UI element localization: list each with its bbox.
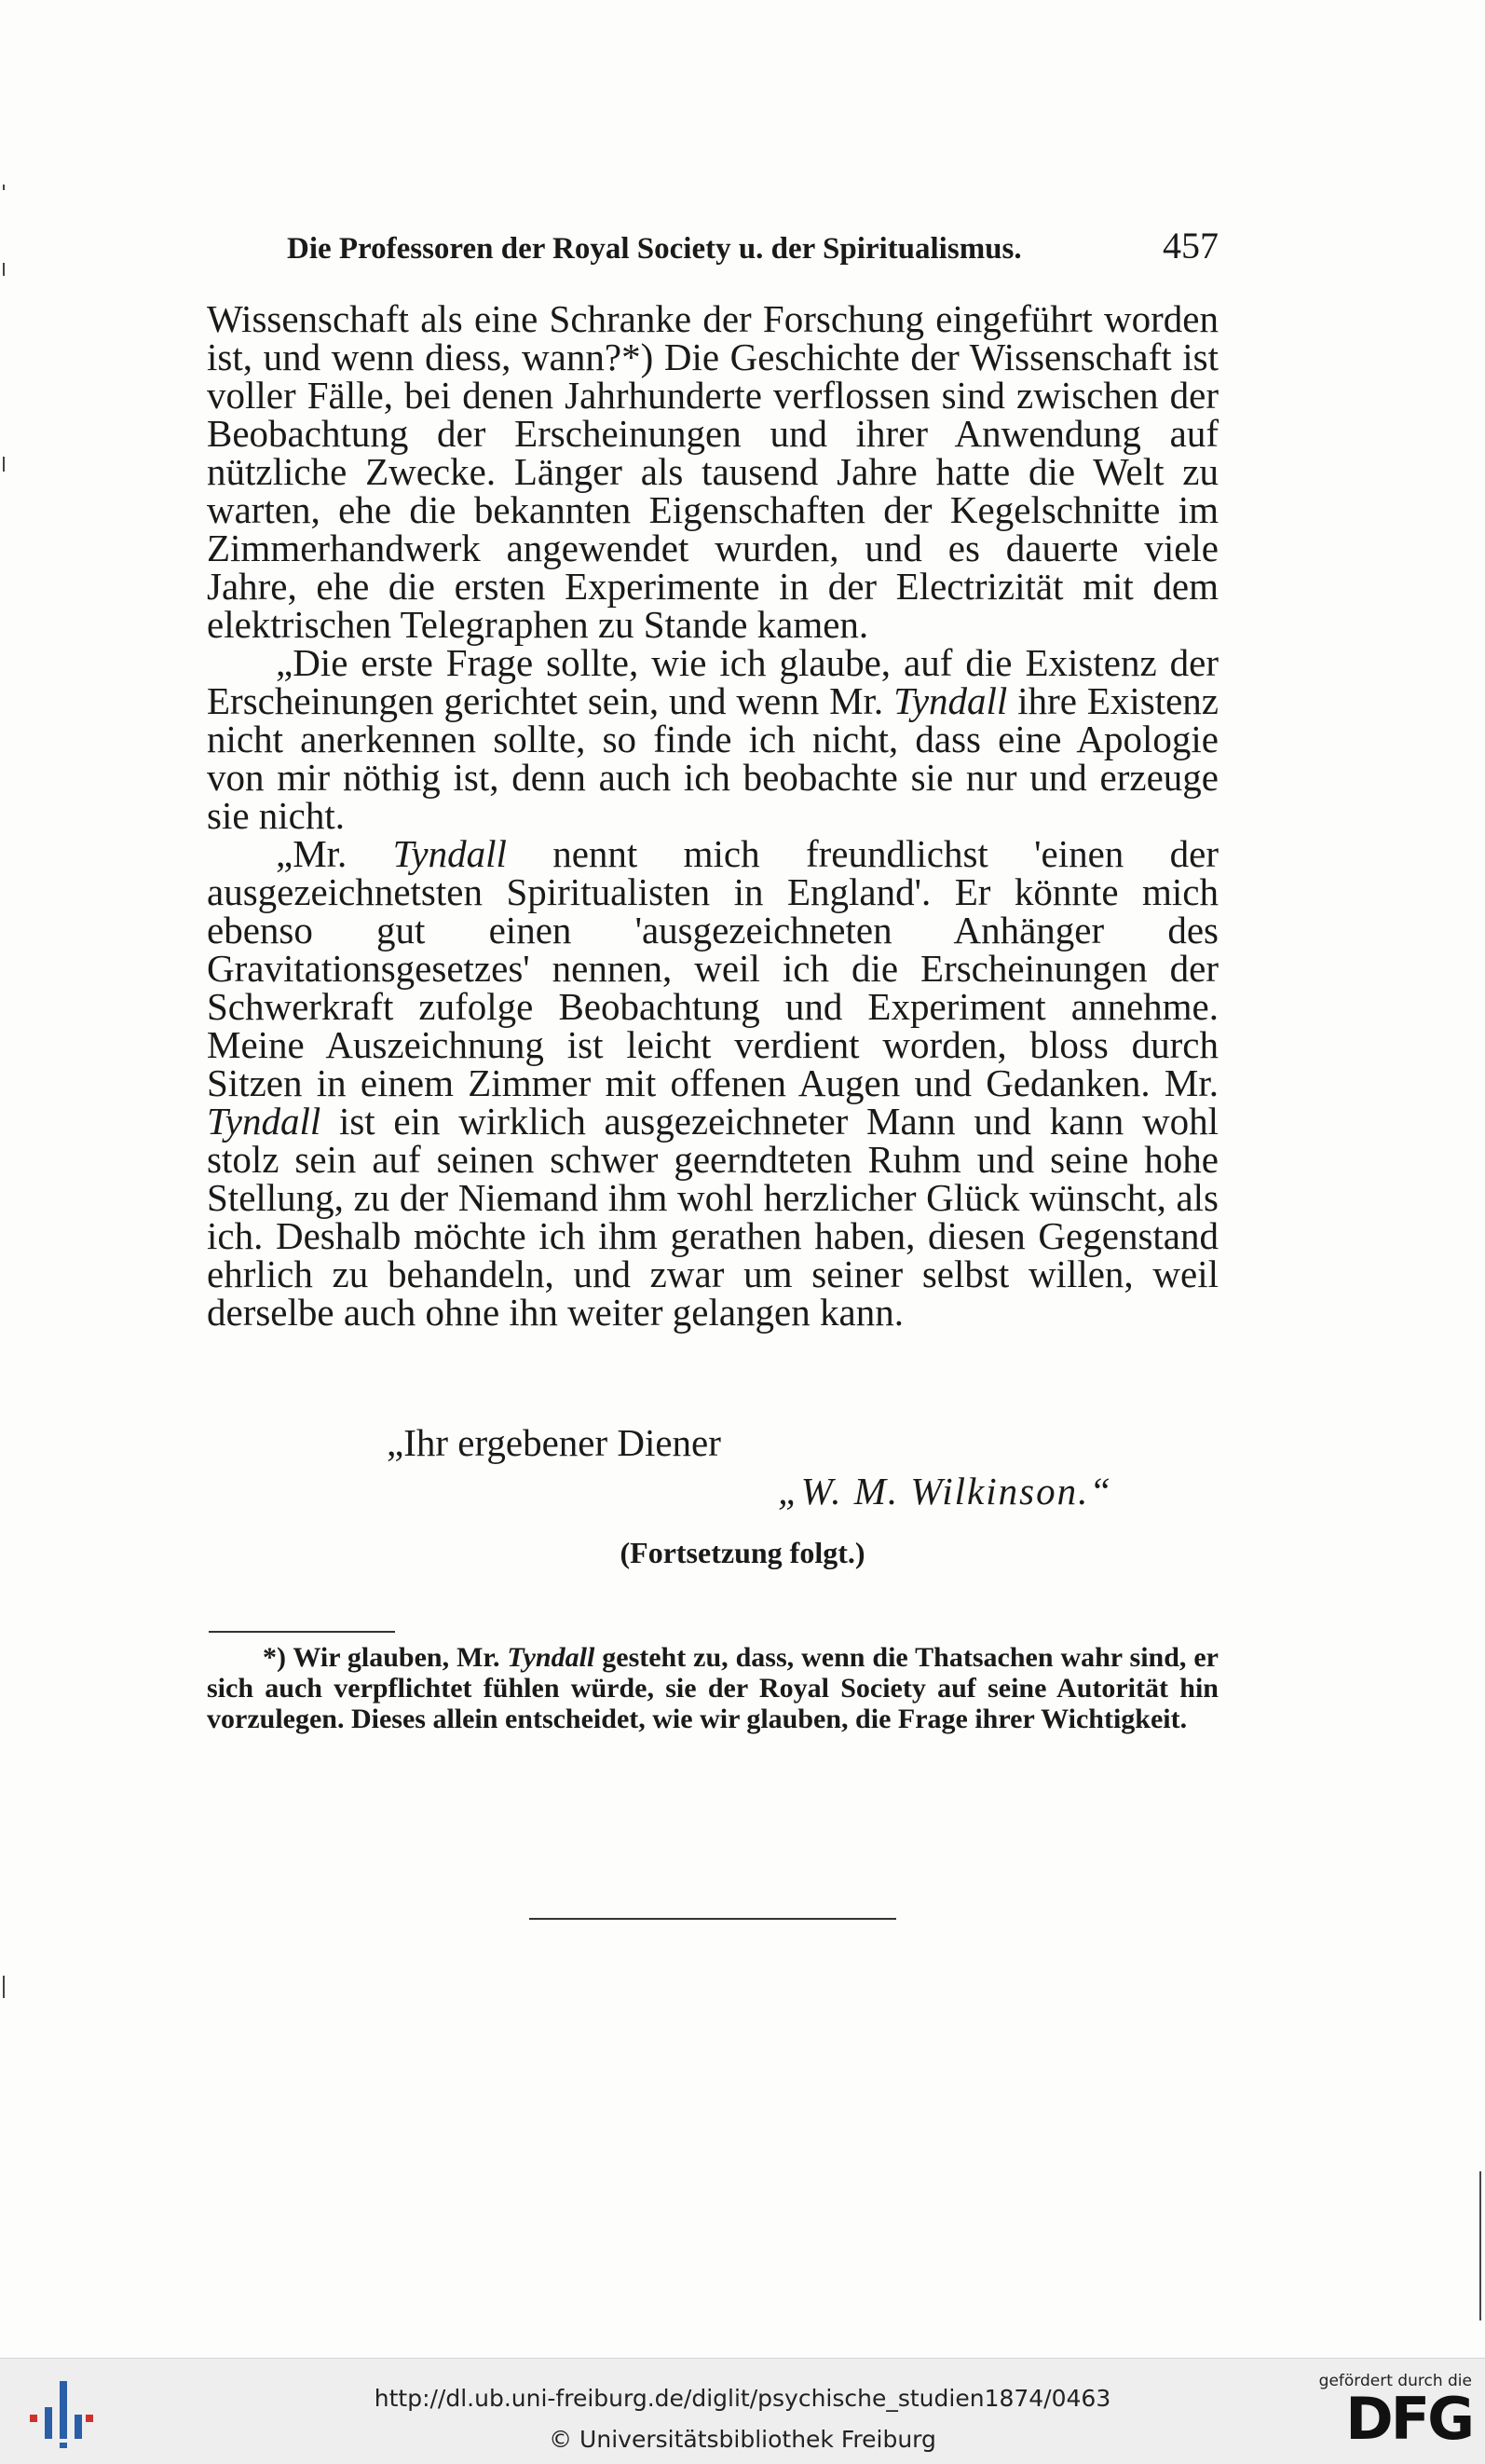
person-name: Tyndall bbox=[392, 832, 507, 875]
signature: „W. M. Wilkinson.“ bbox=[778, 1470, 1113, 1513]
footnote-rule bbox=[209, 1631, 395, 1633]
end-rule bbox=[529, 1918, 896, 1920]
body-text bbox=[207, 297, 1219, 1334]
scan-edge-mark bbox=[3, 263, 5, 276]
paragraph-3-text-b: nennt mich freundlichst 'einen der ausgezeichnetsten Spiritualisten in England'. Er könnte mich ebenso gut einen 'ausgezeichneten Anhänger des Gravitationsgesetzes' nennen, weil ich die Erscheinungen der Schwerkraft zufolge Beobachtung und Experiment annehme. Meine Auszeichnung ist leicht verdient worden, bloss durch Sitzen in einem Zimmer mit offenen Augen und Gedanken. Mr. bbox=[207, 832, 1219, 1104]
paragraph-3-text-a: „Mr. bbox=[276, 832, 393, 875]
running-head bbox=[287, 224, 1219, 267]
scan-edge-mark bbox=[3, 185, 5, 190]
viewer-footer bbox=[0, 2358, 1485, 2464]
continued-note: (Fortsetzung folgt.) bbox=[620, 1536, 865, 1569]
source-url[interactable]: http://dl.ub.uni-freiburg.de/diglit/psychische_studien1874/0463 bbox=[374, 2385, 1111, 2412]
dfg-mark: DFG bbox=[1345, 2385, 1472, 2453]
paragraph-2-text-b: ihre Existenz nicht anerkennen sollte, so finde ich nicht, dass eine Apologie von mir nöthig ist, denn auch ich beobachte sie nur und erzeuge sie nicht. bbox=[207, 679, 1219, 837]
paragraph-1: Wissenschaft als eine Schranke der Forschung eingeführt worden ist, und wenn diess, wann?*) Die Geschichte der Wissenschaft ist voller Fälle, bei denen Jahrhunderte verflossen sind zwischen der Beobachtung der Erscheinungen und ihrer Anwendung auf nützliche Zwecke. Länger als tausend Jahre hatte die Welt zu warten, ehe die bekannten Eigenschaften der Kegelschnitte im Zimmerhandwerk angewendet wurden, und es dauerte viele Jahre, ehe die ersten Experimente in der Electrizität mit dem elektrischen Telegraphen zu Stande kamen. bbox=[207, 297, 1219, 646]
footnote-text-b: gesteht zu, dass, wenn die Thatsachen wahr sind, er sich auch verpflichtet fühlen würde, sie der Royal Society auf seine Autorität hin vorzulegen. Dieses allein entscheidet, wie wir glauben, die Frage ihrer Wichtigkeit. bbox=[207, 1642, 1219, 1734]
paragraph-3-text-c: ist ein wirklich ausgezeichneter Mann und kann wohl stolz sein auf seinen schwer geerndteten Ruhm und seine hohe Stellung, zu der Niemand ihm wohl herzlicher Glück wünscht, als ich. Deshalb möchte ich ihm gerathen haben, diesen Gegenstand ehrlich zu behandeln, und zwar um seiner selbst willen, weil derselbe auch ohne ihn weiter gelangen kann. bbox=[207, 1100, 1219, 1334]
scan-edge-mark bbox=[3, 1976, 5, 1998]
dfg-logo bbox=[1304, 2372, 1472, 2457]
scan-edge-mark bbox=[1479, 2171, 1481, 2320]
copyright: © Universitätsbibliothek Freiburg bbox=[549, 2426, 936, 2453]
footnote bbox=[207, 1642, 1219, 1734]
paragraph-2 bbox=[207, 641, 1219, 837]
footnote-text-a: *) Wir glauben, Mr. bbox=[263, 1642, 508, 1673]
closing-line: „Ihr ergebener Diener bbox=[387, 1421, 721, 1464]
person-name: Tyndall bbox=[507, 1642, 595, 1673]
paragraph-2-text-a: „Die erste Frage sollte, wie ich glaube, auf die Existenz der Erscheinungen gerichtet sein, und wenn Mr. bbox=[207, 641, 1219, 722]
scan-edge-mark bbox=[3, 457, 5, 472]
running-title: Die Professoren der Royal Society u. der Spiritualismus. bbox=[287, 232, 1022, 266]
person-name: Tyndall bbox=[207, 1100, 321, 1143]
person-name: Tyndall bbox=[893, 679, 1008, 722]
paragraph-3 bbox=[207, 832, 1219, 1334]
page-number: 457 bbox=[1163, 225, 1219, 267]
dfg-tagline: gefördert durch die bbox=[1318, 2372, 1472, 2390]
